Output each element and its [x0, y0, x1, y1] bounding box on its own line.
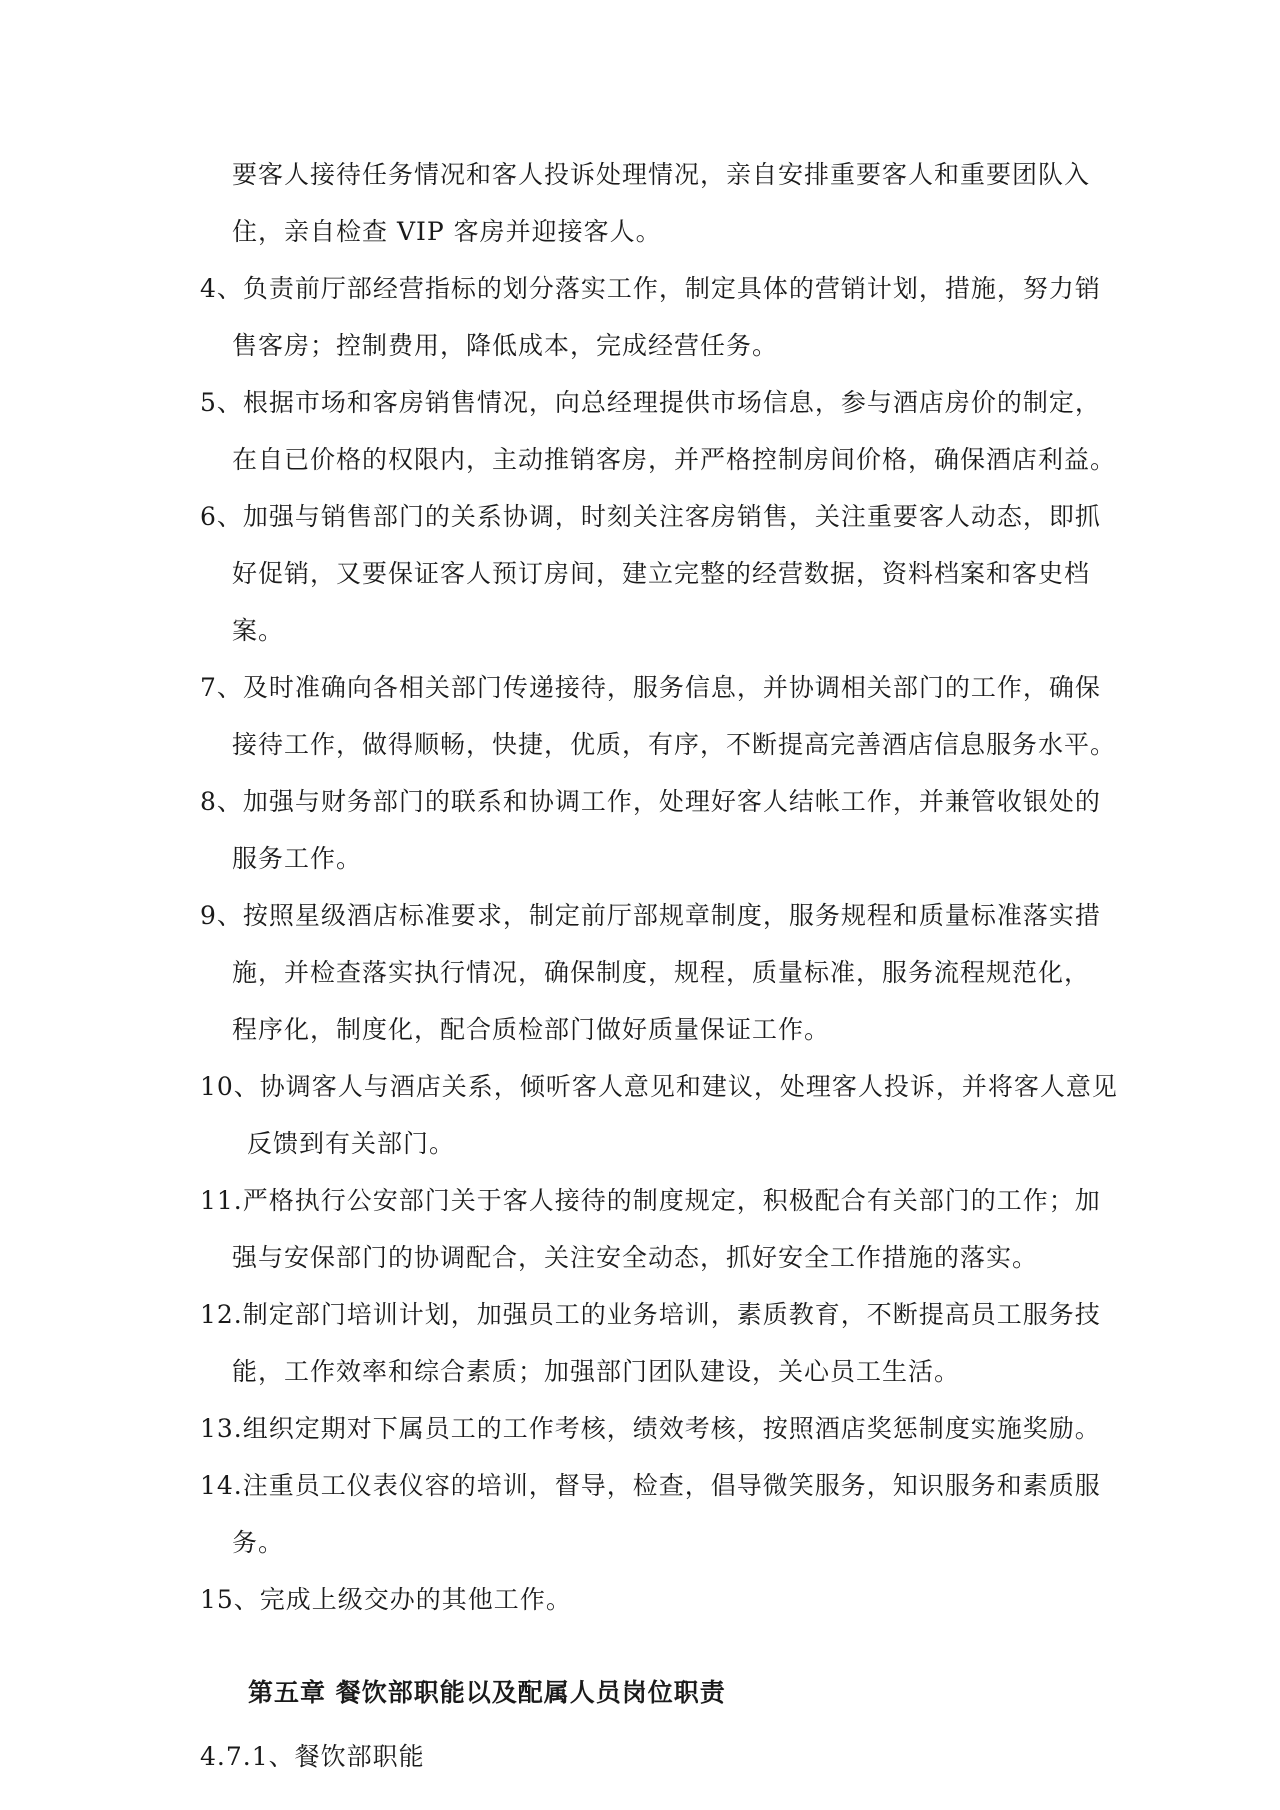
list-item-14: 14.注重员工仪表仪容的培训，督导，检查，倡导微笑服务，知识服务和素质服 — [200, 1471, 1101, 1500]
list-item-11: 11.严格执行公安部门关于客人接待的制度规定，积极配合有关部门的工作；加 — [200, 1186, 1101, 1215]
list-item-14-cont: 务。 — [232, 1528, 285, 1557]
list-item-5-cont: 在自已价格的权限内，主动推销客房，并严格控制房间价格，确保酒店利益。 — [232, 445, 1117, 474]
list-item-15: 15、完成上级交办的其他工作。 — [200, 1585, 572, 1614]
list-item-11-cont: 强与安保部门的协调配合，关注安全动态，抓好安全工作措施的落实。 — [232, 1243, 1039, 1272]
list-item-10: 10、协调客人与酒店关系，倾听客人意见和建议，处理客人投诉，并将客人意见 — [200, 1072, 1118, 1101]
list-item-4: 4、负责前厅部经营指标的划分落实工作，制定具体的营销计划，措施，努力销 — [200, 274, 1101, 303]
list-item-9-cont: 程序化，制度化，配合质检部门做好质量保证工作。 — [232, 1015, 831, 1044]
list-item-10-cont: 反馈到有关部门。 — [247, 1129, 456, 1158]
intro-line: 住，亲自检查 VIP 客房并迎接客人。 — [232, 217, 662, 246]
list-item-5: 5、根据市场和客房销售情况，向总经理提供市场信息，参与酒店房价的制定， — [200, 388, 1101, 417]
chapter-heading: 第五章 餐饮部职能以及配属人员岗位职责 — [248, 1678, 726, 1707]
list-item-7: 7、及时准确向各相关部门传递接待，服务信息，并协调相关部门的工作，确保 — [200, 673, 1101, 702]
list-item-7-cont: 接待工作，做得顺畅，快捷，优质，有序，不断提高完善酒店信息服务水平。 — [232, 730, 1117, 759]
list-item-12-cont: 能，工作效率和综合素质；加强部门团队建设，关心员工生活。 — [232, 1357, 961, 1386]
list-item-8-cont: 服务工作。 — [232, 844, 363, 873]
section-heading: 4.7.1、餐饮部职能 — [200, 1742, 425, 1771]
list-item-6: 6、加强与销售部门的关系协调，时刻关注客房销售，关注重要客人动态，即抓 — [200, 502, 1101, 531]
list-item-6-cont: 好促销，又要保证客人预订房间，建立完整的经营数据，资料档案和客史档 — [232, 559, 1091, 588]
list-item-4-cont: 售客房；控制费用，降低成本，完成经营任务。 — [232, 331, 779, 360]
intro-line: 要客人接待任务情况和客人投诉处理情况，亲自安排重要客人和重要团队入 — [232, 160, 1091, 189]
list-item-9: 9、按照星级酒店标准要求，制定前厅部规章制度，服务规程和质量标准落实措 — [200, 901, 1101, 930]
list-item-8: 8、加强与财务部门的联系和协调工作，处理好客人结帐工作，并兼管收银处的 — [200, 787, 1101, 816]
list-item-13: 13.组织定期对下属员工的工作考核，绩效考核，按照酒店奖惩制度实施奖励。 — [200, 1414, 1101, 1443]
list-item-12: 12.制定部门培训计划，加强员工的业务培训，素质教育，不断提高员工服务技 — [200, 1300, 1101, 1329]
list-item-9-cont: 施，并检查落实执行情况，确保制度，规程，质量标准，服务流程规范化， — [232, 958, 1091, 987]
list-item-6-cont: 案。 — [232, 616, 285, 645]
